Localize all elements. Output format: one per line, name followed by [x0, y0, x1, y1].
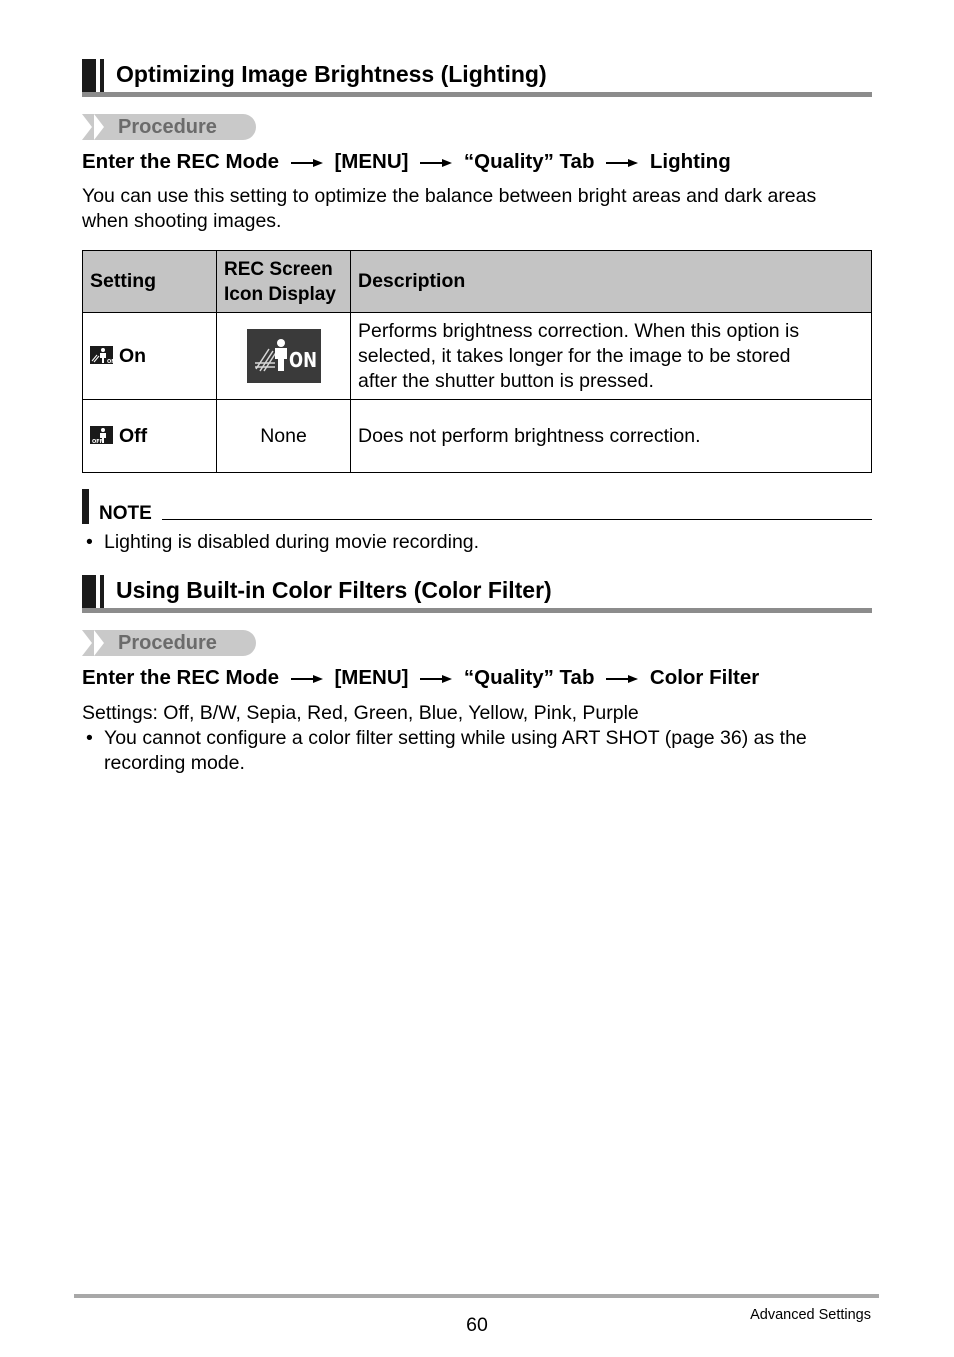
- icon-display-cell-on: [217, 313, 351, 400]
- footer-rule: [74, 1294, 879, 1298]
- path-step: Enter the REC Mode: [82, 666, 280, 689]
- menu-path-color-filter: [82, 666, 759, 690]
- header-rule: [82, 92, 872, 97]
- page-number: 60: [466, 1314, 488, 1336]
- description-cell-off: Does not perform brightness correction.: [351, 400, 872, 473]
- setting-cell-off: [83, 400, 217, 473]
- procedure-label-pill: [82, 114, 256, 140]
- path-step: [MENU]: [334, 666, 409, 689]
- svg-text:ON: ON: [288, 348, 317, 372]
- procedure-label: Procedure: [118, 116, 217, 138]
- arrow-right-icon: [606, 674, 638, 684]
- arrow-right-icon: [291, 158, 323, 168]
- section-title: Using Built-in Color Filters (Color Filter): [116, 577, 552, 603]
- arrow-right-icon: [420, 674, 452, 684]
- path-step: Enter the REC Mode: [82, 150, 280, 173]
- path-step: “Quality” Tab: [463, 666, 595, 689]
- intro-paragraph: [82, 184, 816, 234]
- section-header-color-filter: [82, 575, 872, 615]
- section-title: Optimizing Image Brightness (Lighting): [116, 61, 547, 87]
- menu-path-lighting: [82, 150, 731, 174]
- header-bar-decoration: [82, 575, 96, 612]
- header-rule: [82, 608, 872, 613]
- table-header-row: [83, 251, 872, 313]
- svg-text:OFF: OFF: [92, 438, 104, 445]
- path-step: Color Filter: [649, 666, 760, 689]
- note-label: NOTE: [99, 503, 152, 524]
- header-icon-display: REC Screen Icon Display: [217, 251, 351, 313]
- description-cell-on: Performs brightness correction. When this option is selected, it takes longer for the image to be stored after the shutter button is pressed.: [351, 313, 872, 400]
- lighting-on-icon: [90, 346, 116, 365]
- note-rule: [162, 519, 872, 520]
- procedure-label: Procedure: [118, 632, 217, 654]
- header-bar-decoration: [100, 59, 104, 96]
- procedure-label-pill: [82, 630, 256, 656]
- table-row: [83, 313, 872, 400]
- intro-line: You can use this setting to optimize the balance between bright areas and dark areas: [82, 185, 817, 207]
- arrow-right-icon: [291, 674, 323, 684]
- intro-line: when shooting images.: [82, 210, 282, 232]
- header-description: Description: [351, 251, 872, 313]
- path-step: [MENU]: [334, 150, 409, 173]
- path-step: “Quality” Tab: [463, 150, 595, 173]
- settings-list-text: Settings: Off, B/W, Sepia, Red, Green, Blue, Yellow, Pink, Purple: [82, 702, 639, 724]
- arrow-right-icon: [606, 158, 638, 168]
- lighting-settings-table: [82, 250, 872, 473]
- note-bar-decoration: [82, 489, 89, 524]
- setting-label: On: [119, 344, 147, 367]
- setting-label: Off: [119, 424, 148, 447]
- header-bar-decoration: [100, 575, 104, 612]
- icon-display-cell-off: None: [217, 400, 351, 473]
- svg-text:ON: ON: [107, 358, 116, 365]
- table-row: [83, 400, 872, 473]
- lighting-on-screen-icon: [247, 329, 321, 383]
- section-header-lighting: [82, 59, 872, 99]
- arrow-right-icon: [420, 158, 452, 168]
- header-bar-decoration: [82, 59, 96, 96]
- path-step: Lighting: [649, 150, 731, 173]
- footer-section-name: Advanced Settings: [750, 1307, 871, 1323]
- header-setting: Setting: [83, 251, 217, 313]
- setting-cell-on: [83, 313, 217, 400]
- lighting-off-icon: [90, 426, 113, 444]
